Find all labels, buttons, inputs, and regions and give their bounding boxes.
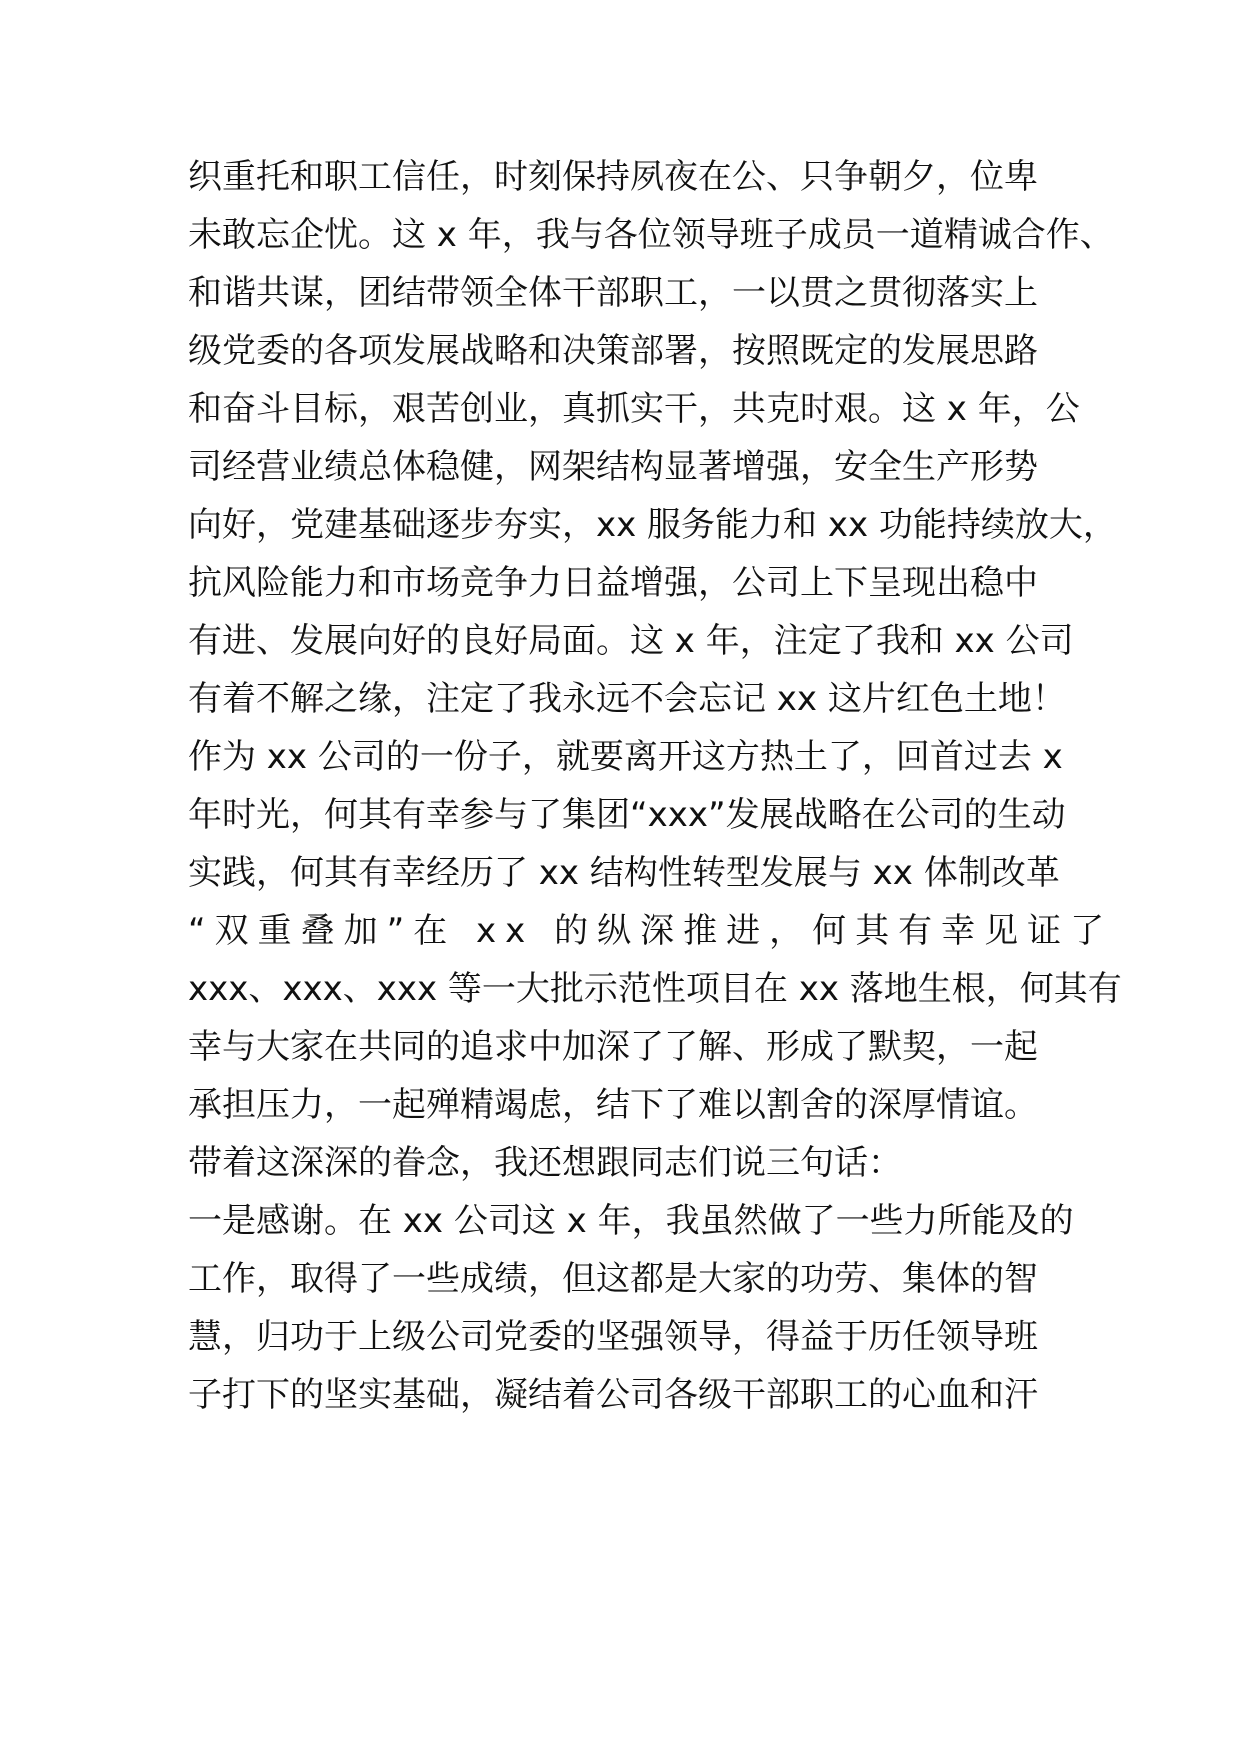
text-line: 司经营业绩总体稳健，网架结构显著增强，安全生产形势 [188,447,1038,487]
text-line: 抗风险能力和市场竞争力日益增强，公司上下呈现出稳中 [188,563,1038,603]
text-line: 子打下的坚实基础，凝结着公司各级干部职工的心血和汗 [188,1375,1038,1415]
text-line: 有进、发展向好的良好局面。这 x 年，注定了我和 xx 公司 [188,621,1074,661]
text-line: 工作，取得了一些成绩，但这都是大家的功劳、集体的智 [188,1259,1038,1299]
text-line: 和谐共谋，团结带领全体干部职工，一以贯之贯彻落实上 [188,273,1038,313]
text-line: xxx、xxx、xxx 等一大批示范性项目在 xx 落地生根，何其有 [188,969,1122,1009]
text-line: 实践，何其有幸经历了 xx 结构性转型发展与 xx 体制改革 [188,853,1060,893]
text-line: 织重托和职工信任，时刻保持夙夜在公、只争朝夕，位卑 [188,157,1038,197]
text-line: 幸与大家在共同的追求中加深了了解、形成了默契，一起 [188,1027,1038,1067]
text-line: 级党委的各项发展战略和决策部署，按照既定的发展思路 [188,331,1038,371]
text-line: 一是感谢。在 xx 公司这 x 年，我虽然做了一些力所能及的 [188,1201,1074,1241]
text-line: 和奋斗目标，艰苦创业，真抓实干，共克时艰。这 x 年，公 [188,389,1080,429]
text-line: 有着不解之缘，注定了我永远不会忘记 xx 这片红色土地！ [188,679,1066,719]
text-line: 带着这深深的眷念，我还想跟同志们说三句话： [188,1143,902,1183]
text-line: 未敢忘企忧。这 x 年，我与各位领导班子成员一道精诚合作、 [188,215,1114,255]
text-line: 年时光，何其有幸参与了集团“xxx”发展战略在公司的生动 [188,795,1066,835]
text-line: 作为 xx 公司的一份子，就要离开这方热土了，回首过去 x [188,737,1063,777]
text-line: 慧，归功于上级公司党委的坚强领导，得益于历任领导班 [188,1317,1038,1357]
text-line: “双重叠加”在 xx 的纵深推进，何其有幸见证了 [188,911,1114,951]
text-line: 承担压力，一起殚精竭虑，结下了难以割舍的深厚情谊。 [188,1085,1038,1125]
text-line: 向好，党建基础逐步夯实，xx 服务能力和 xx 功能持续放大， [188,505,1117,545]
